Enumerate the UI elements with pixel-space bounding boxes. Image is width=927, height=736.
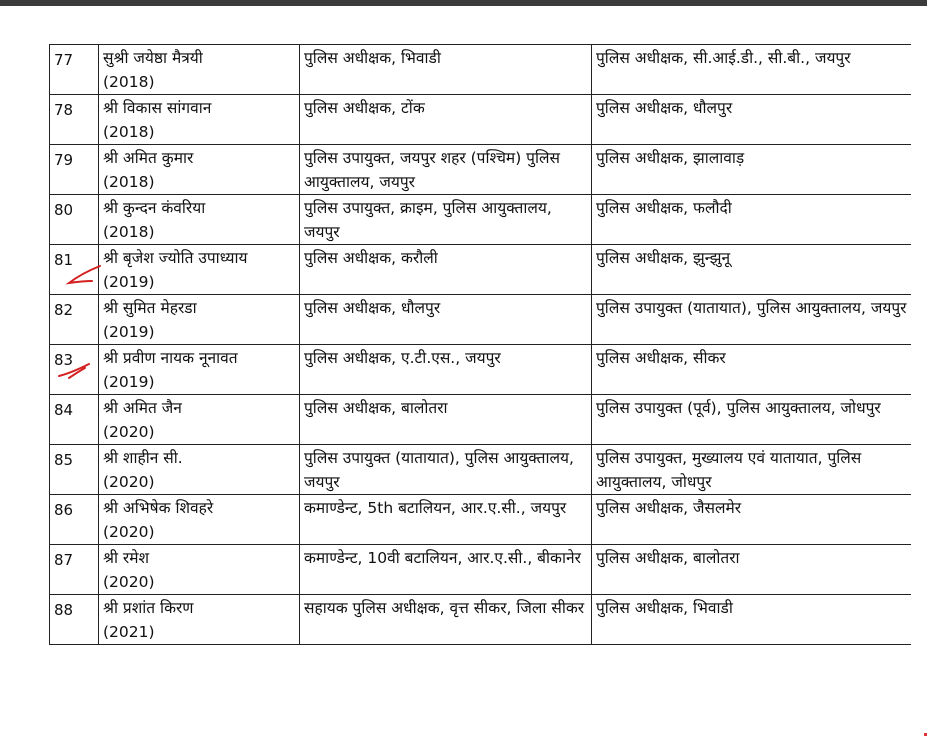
- officer-name: श्री बृजेश ज्योति उपाध्याय: [103, 249, 248, 267]
- current-posting-cell: कमाण्डेन्ट, 10वी बटालियन, आर.ए.सी., बीकानेर: [300, 545, 592, 595]
- officer-cell: [99, 495, 300, 545]
- current-posting-cell: पुलिस अधीक्षक, धौलपुर: [300, 295, 592, 345]
- batch-year: (2020): [103, 423, 155, 441]
- current-posting-cell: पुलिस उपायुक्त (यातायात), पुलिस आयुक्तालय, जयपुर: [300, 445, 592, 495]
- transfer-table: [49, 44, 911, 645]
- table-row: [50, 445, 912, 495]
- table-row: [50, 395, 912, 445]
- officer-name: श्री प्रशांत किरण: [103, 599, 194, 617]
- red-pen-mark-row-83: [55, 360, 95, 382]
- batch-year: (2018): [103, 223, 155, 241]
- batch-year: (2018): [103, 123, 155, 141]
- current-posting-cell: पुलिस अधीक्षक, बालोतरा: [300, 395, 592, 445]
- serial-number-cell: 83: [50, 345, 99, 395]
- batch-year: (2019): [103, 323, 155, 341]
- officer-name: श्री रमेश: [103, 549, 150, 567]
- transfer-table-container: [49, 44, 911, 658]
- officer-name: श्री कुन्दन कंवरिया: [103, 199, 206, 217]
- current-posting-cell: पुलिस अधीक्षक, ए.टी.एस., जयपुर: [300, 345, 592, 395]
- current-posting-cell: पुलिस उपायुक्त, जयपुर शहर (पश्चिम) पुलिस आयुक्तालय, जयपुर: [300, 145, 592, 195]
- serial-number-cell: 81: [50, 245, 99, 295]
- new-posting-cell: पुलिस अधीक्षक, धौलपुर: [592, 95, 912, 145]
- officer-name: श्री विकास सांगवान: [103, 99, 212, 117]
- current-posting-cell: कमाण्डेन्ट, 5th बटालियन, आर.ए.सी., जयपुर: [300, 495, 592, 545]
- current-posting-cell: पुलिस अधीक्षक, भिवाडी: [300, 45, 592, 95]
- batch-year: (2020): [103, 523, 155, 541]
- batch-year: (2020): [103, 473, 155, 491]
- serial-number-cell: 82: [50, 295, 99, 345]
- serial-number-cell: 79: [50, 145, 99, 195]
- new-posting-cell: पुलिस उपायुक्त, मुख्यालय एवं यातायात, पुलिस आयुक्तालय, जोधपुर: [592, 445, 912, 495]
- serial-number-cell: 85: [50, 445, 99, 495]
- officer-cell: [99, 245, 300, 295]
- officer-name: श्री अमित कुमार: [103, 149, 194, 167]
- officer-cell: [99, 45, 300, 95]
- table-row: [50, 295, 912, 345]
- current-posting-cell: पुलिस अधीक्षक, टोंक: [300, 95, 592, 145]
- batch-year: (2021): [103, 623, 155, 641]
- officer-name: श्री प्रवीण नायक नूनावत: [103, 349, 238, 367]
- new-posting-cell: पुलिस अधीक्षक, भिवाडी: [592, 595, 912, 645]
- batch-year: (2019): [103, 273, 155, 291]
- officer-cell: [99, 445, 300, 495]
- new-posting-cell: पुलिस उपायुक्त (पूर्व), पुलिस आयुक्तालय, जोधपुर: [592, 395, 912, 445]
- batch-year: (2018): [103, 73, 155, 91]
- serial-number-cell: 86: [50, 495, 99, 545]
- serial-number-cell: 88: [50, 595, 99, 645]
- current-posting-cell: पुलिस अधीक्षक, करौली: [300, 245, 592, 295]
- table-row: [50, 145, 912, 195]
- officer-cell: [99, 595, 300, 645]
- new-posting-cell: पुलिस अधीक्षक, सीकर: [592, 345, 912, 395]
- serial-number-cell: 80: [50, 195, 99, 245]
- serial-number-cell: 78: [50, 95, 99, 145]
- table-row: [50, 195, 912, 245]
- officer-cell: [99, 345, 300, 395]
- officer-cell: [99, 545, 300, 595]
- new-posting-cell: पुलिस अधीक्षक, जैसलमेर: [592, 495, 912, 545]
- table-row: [50, 245, 912, 295]
- officer-name: श्री शाहीन सी.: [103, 449, 183, 467]
- serial-number-cell: 84: [50, 395, 99, 445]
- batch-year: (2018): [103, 173, 155, 191]
- table-row: [50, 345, 912, 395]
- current-posting-cell: सहायक पुलिस अधीक्षक, वृत्त सीकर, जिला सीकर: [300, 595, 592, 645]
- serial-number-cell: 87: [50, 545, 99, 595]
- officer-cell: [99, 195, 300, 245]
- new-posting-cell: पुलिस अधीक्षक, फलौदी: [592, 195, 912, 245]
- officer-cell: [99, 145, 300, 195]
- new-posting-cell: पुलिस अधीक्षक, झुन्झुनू: [592, 245, 912, 295]
- table-row: [50, 495, 912, 545]
- officer-cell: [99, 295, 300, 345]
- table-body: [50, 45, 912, 645]
- serial-number-cell: 77: [50, 45, 99, 95]
- new-posting-cell: पुलिस उपायुक्त (यातायात), पुलिस आयुक्तालय, जयपुर: [592, 295, 912, 345]
- new-posting-cell: पुलिस अधीक्षक, सी.आई.डी., सी.बी., जयपुर: [592, 45, 912, 95]
- officer-name: श्री अभिषेक शिवहरे: [103, 499, 214, 517]
- window-top-bar: [0, 0, 927, 6]
- officer-cell: [99, 395, 300, 445]
- batch-year: (2020): [103, 573, 155, 591]
- table-row: [50, 95, 912, 145]
- red-pen-mark-row-81: [64, 262, 104, 288]
- table-row: [50, 545, 912, 595]
- current-posting-cell: पुलिस उपायुक्त, क्राइम, पुलिस आयुक्तालय, जयपुर: [300, 195, 592, 245]
- officer-name: श्री अमित जैन: [103, 399, 182, 417]
- new-posting-cell: पुलिस अधीक्षक, झालावाड़: [592, 145, 912, 195]
- table-row: [50, 45, 912, 95]
- new-posting-cell: पुलिस अधीक्षक, बालोतरा: [592, 545, 912, 595]
- officer-name: सुश्री जयेष्ठा मैत्रयी: [103, 49, 203, 67]
- officer-name: श्री सुमित मेहरडा: [103, 299, 197, 317]
- batch-year: (2019): [103, 373, 155, 391]
- officer-cell: [99, 95, 300, 145]
- table-row: [50, 595, 912, 645]
